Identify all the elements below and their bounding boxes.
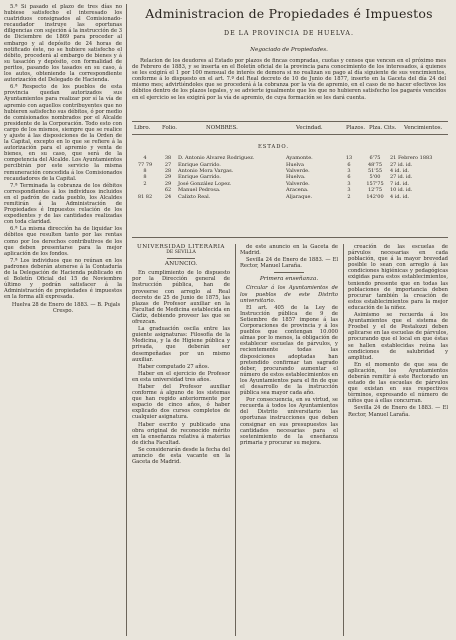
cell-importe: 157'75	[366, 180, 384, 187]
left-paragraph: 6.ª La misma dirección ha de liquidar los débitos que resulten tanto por las rentas como por los derechos contributivos de los que deben presentarse para la mejor aplicación de los fondos.	[4, 226, 122, 257]
cell-vecindad: Huelva.	[286, 174, 306, 181]
cell-importe: 51'55	[367, 167, 383, 174]
cell-vecindad: Aljaraque.	[286, 193, 313, 200]
anuncio-label: ANUNCIO.	[164, 261, 198, 268]
cell-nombre: Calixto Real.	[178, 193, 211, 200]
table-header-rule	[132, 134, 448, 135]
university-place: DE SEVILLA	[166, 250, 196, 256]
primera-ensenanza-heading: Primera enseñanza.	[259, 276, 319, 283]
middle-column	[240, 244, 338, 447]
cell-vencimiento: 7 id. id.	[390, 180, 410, 187]
cell-nombre: Manuel Pedrosa.	[178, 187, 221, 194]
left-paragraph: 7.ª Terminada la cobranza de los débitos correspondientes á los individuos incluidos en el padrón de cada pueblo, los Alcaldes remitirán á la Administración de Propiedades é Impuestos relación de los expedientes y de las cantidades realizadas con toda claridad.	[4, 182, 122, 226]
cell-importe: 5'00	[369, 174, 381, 181]
cell-libro: 8	[143, 174, 147, 181]
circular-heading: Circular á los Ayuntamientos de los pueblos de este Distrito universitario.	[240, 285, 338, 304]
cell-folio: 62	[164, 187, 172, 194]
section-heading: Negociado de Propiedades.	[250, 47, 328, 53]
university-paragraph: Haber escrito y publicado una obra original de reconocido mérito en la enseñanza relativa á materias de dicha Facultad.	[132, 421, 230, 446]
left-paragraph: 6.ª Respecto de los pueblos de esta provincia quedan autorizados sus Ayuntamientos para realizar por sí la vía de apremio con aquellos contribuyentes que no hubieren satisfecho sus débitos, ó por medio de comisionados nombrados por el Alcalde presidente de la Corporación. Todo esto con cargo de los mismos, siempre que se realice y ajuste á las disposiciones de la Orden de la Capital, excepto en lo que se refiere á la autorización para el apremio y venta de bienes, en su caso, que será de la competencia del Alcalde. Los Ayuntamientos percibirán por este servicio la misma remuneración concedida á los Comisionados recaudadores de la Capital.	[4, 84, 122, 182]
short-rule	[274, 272, 304, 273]
table-row	[132, 161, 448, 167]
cell-nombre: Enrique Garrido.	[178, 174, 221, 181]
intro-text: Relacion de los deudores al Estado por plazos de fincas compradas, cuotas y censos que vencen en el próximo mes de Febrero de 1883, y se inserta en el Boletín oficial de la provincia para conocimiento de los interesados, á quienes se les exigirá el 1 por 100 mensual de interés de demora si no realizan su pago al día siguiente de sus vencimientos, conforme á lo dispuesto en el art. 7.º del Real decreto de 10 de Junio de 1877, inserto en la Gaceta del día 24 del mismo mes; advirtiéndoles que se procederá á la cobranza por la vía de apremio, en el caso de no hacer efectivos los débitos dentro de los plazos legales, y se advierte igualmente que los que no hubieren satisfecho los pagarés vencidos en el ejercicio se les exigirá por la vía de apremio, de cuya formación se les dará cuenta.	[132, 58, 446, 101]
university-paragraph: Se considerarán desde la fecha del anuncio de esta vacante en la Gaceta de Madrid.	[132, 446, 231, 466]
cell-nombre: Enrique Garrido.	[178, 161, 221, 168]
table-row	[132, 174, 448, 180]
cell-vecindad: Valverde.	[286, 167, 310, 174]
cell-plazos: 6	[347, 174, 351, 181]
cell-vencimiento: 4 id. id.	[390, 193, 410, 200]
middle-paragraph: Por consecuencia, en su virtud, se recuerda á todos los Ayuntamientos del Distrito universitario las oportunas instrucciones que deben consignar en sus presupuestos las cantidades necesarias para el sostenimiento de la enseñanza primaria y procurar su mejora.	[240, 397, 338, 446]
column-divider	[235, 244, 236, 636]
cell-plazos: 13	[345, 155, 353, 162]
cell-nombre: Antonio Mora Vargas.	[178, 167, 234, 174]
header-vencimientos: Vencimientos.	[404, 125, 443, 131]
middle-signature: Sevilla 24 de Enero de 1883. — El Rector, Manuel Laraña.	[240, 257, 338, 270]
right-paragraph: En el momento de que sea de aplicación, los Ayuntamientos deberán remitir á este Rectorado un estado de las escuelas de párvulos que existan en sus respectivos términos, expresando el número de niños que á ellas concurran.	[348, 361, 448, 405]
cell-nombre: D. Antonio Alvarez Rodriguez.	[178, 155, 255, 162]
column-divider	[343, 244, 344, 636]
table-bottom-rule	[132, 237, 448, 238]
university-paragraph: En cumplimiento de lo dispuesto por la Dirección general de Instrucción pública, han de proveerse con arreglo al Real decreto de 25 de Junio de 1875, las plazas de Profesor auxiliar en la Facultad de Medicina establecida en Cádiz, debiendo proveer las que se ofrezcan.	[132, 270, 230, 326]
right-column	[348, 244, 448, 419]
cell-importe: 142'00	[366, 193, 384, 200]
debtors-table	[132, 155, 448, 200]
middle-intro: de este anuncio en la Gaceta de Madrid.	[240, 244, 338, 257]
cell-importe: 48'75	[367, 161, 383, 168]
cell-vencimiento: 21 Febrero 1883	[390, 155, 433, 162]
middle-paragraph: El art. 405 de la Ley de Instrucción pública de 9 de Setiembre de 1857 impone á las Corporaciones de provincia y á los pueblos que contengan 10.000 almas por lo menos, la obligación de establecer escuelas de párvulos, y recientemente todas las disposiciones adoptadas han pretendido confirmar tan sagrado deber, procurando aumentar el número de estos establecimientos en los Ayuntamientos para el fin de que el desarrollo de la instrucción pública sea mayor cada año.	[240, 304, 338, 397]
cell-libro: 4	[143, 155, 147, 162]
cell-vecindad: Aracena.	[286, 187, 309, 194]
cell-vecindad: Huelva	[286, 161, 304, 168]
table-row	[132, 155, 448, 161]
header-plazos: Plazos.	[346, 125, 366, 131]
cell-libro: 81 82	[137, 193, 153, 200]
province-subtitle: DE LA PROVINCIA DE HUELVA.	[224, 30, 354, 37]
right-signature: Sevilla 24 de Enero de 1883. — El Rector, Manuel Laraña.	[348, 405, 448, 418]
cell-vencimiento: 10 id. id.	[390, 187, 413, 194]
cell-folio: 38	[164, 155, 172, 162]
left-paragraph: 5.ª Si pasado el plazo de tres días no hubiese satisfecho el interesado los cuatriduos consignados al Comisionado-recaudador instruye las oportunas diligencias con sujeción á la instrucción de 3 de Diciembre de 1869 para proceder al embargo y al depósito de 24 horas de notificado éste, no se hubiere satisfecho el débito, procederá al embargo de bienes y á su tasación y depósito, con formalidad de peritos, pasando los tasados en su caso, á los autos, obteniendo la correspondiente autorización del Delegado de Hacienda.	[4, 4, 123, 84]
table-top-rule	[132, 121, 448, 122]
cell-folio: 29	[164, 174, 172, 181]
cell-nombre: José González Lopez.	[178, 180, 232, 187]
cell-importe: 12'75	[367, 187, 383, 194]
header-vecindad: Vecindad.	[296, 125, 323, 131]
header-plza-cits: Plza. Cits.	[369, 125, 397, 131]
table-row	[132, 181, 448, 187]
cell-folio: 27	[164, 161, 172, 168]
cell-vencimiento: 27 id. id.	[390, 174, 413, 181]
cell-libro: 2	[143, 180, 147, 187]
cell-plazos: 3	[347, 187, 351, 194]
university-paragraph: Haber del Profesor auxiliar conforme á alguno de los sistemas que han regido anteriormente por espacio de cinco años, ó haber explicado dos cursos completos de cualquier asignatura.	[132, 383, 230, 421]
cell-folio: 28	[164, 167, 172, 174]
right-paragraph: creación de las escuelas de párvulos necesarias en cada población, que á la mayor brevedad posible lo sean con arreglo á las condiciones higiénicas y pedagógicas exigidas para estos establecimientos, teniendo presente que en todas las poblaciones de importancia deben procurar también la creación de estos establecimientos para la mejor educación de la niñez.	[348, 244, 448, 311]
header-libro: Libro.	[134, 125, 151, 131]
cell-vecindad: Valverde.	[286, 180, 310, 187]
table-row	[132, 168, 448, 174]
left-signature: Huelva 28 de Enero de 1883. — B. Pujals Crespo.	[11, 301, 121, 314]
cell-plazos: 3	[347, 167, 351, 174]
cell-vencimiento: 27 id. id.	[390, 161, 413, 168]
column-divider	[126, 4, 127, 636]
left-paragraph: 7.ª Los individuos que no reúnan en los padrones deberán atenerse á la Contaduría de la Delegación de Hacienda publicado en el Boletín Oficial del 15 de Noviembre último y podrán satisfacer á la Administración de propiedades é impuestos en la forma allí expresada.	[4, 257, 122, 301]
university-column	[132, 244, 230, 466]
header-nombres: NOMBRES.	[206, 125, 238, 131]
administration-title: Administracion de Propiedades é Impuestos	[145, 6, 433, 21]
cell-libro: 8	[143, 167, 147, 174]
table-row	[132, 193, 448, 199]
cell-libro: 77 79	[137, 161, 153, 168]
university-paragraph: La graduación oscila entre las guiente asignaturas: Filosofía de la Medicina, y la de Higiene pública y privada, que deberán ser desempeñadas por un mismo auxiliar.	[132, 326, 230, 363]
university-paragraph: Haber computado 27 años.	[138, 363, 210, 370]
cell-plazos: 3	[347, 180, 351, 187]
cell-plazos: 6	[347, 161, 351, 168]
right-paragraph: Asimismo se recuerda á los Ayuntamientos que el sistema de Froebel y el de Pestalozzi deben aplicarse en las escuelas de párvulos, procurando que el local en que éstas se hallen establecidas reúna las condiciones de salubridad y amplitud.	[348, 312, 448, 361]
cell-folio: 29	[164, 180, 172, 187]
university-paragraph: Haber en el ejercicio de Profesor en esta universidad tres años.	[132, 370, 230, 383]
cell-importe: 6'75	[369, 155, 381, 162]
cell-vencimiento: 4 id. id.	[390, 167, 410, 174]
table-row	[132, 187, 448, 193]
cell-folio: 24	[164, 193, 172, 200]
cell-plazos: 2	[347, 193, 351, 200]
header-folio: Folio.	[162, 125, 178, 131]
left-column	[4, 4, 122, 315]
cell-vecindad: Ayamonte.	[286, 155, 313, 162]
short-rule	[167, 258, 195, 259]
group-label: ESTADO.	[258, 144, 290, 150]
university-title: UNIVERSIDAD LITERARIA	[137, 244, 225, 250]
